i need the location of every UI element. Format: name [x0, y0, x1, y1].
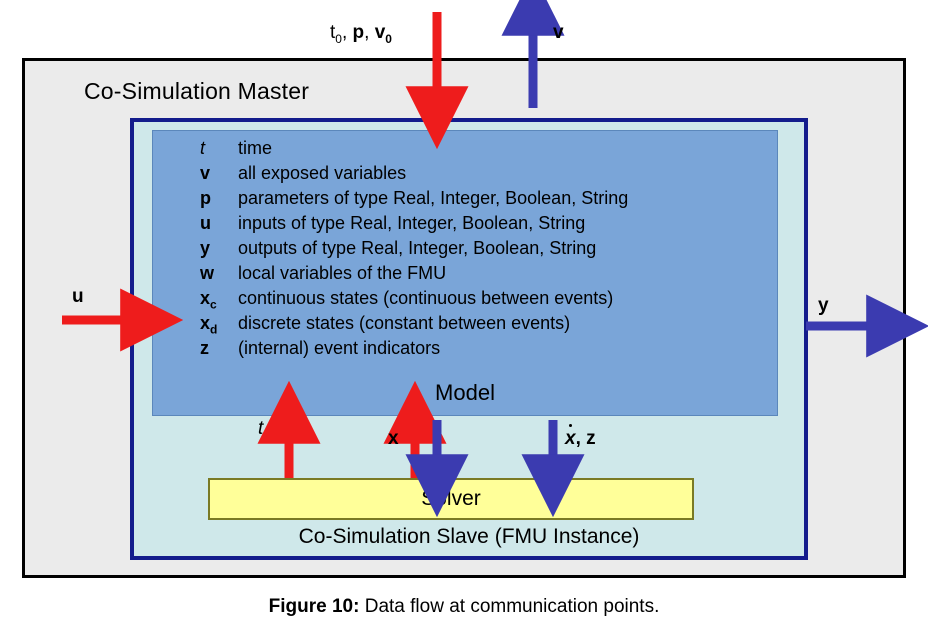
- legend-symbol-z: z: [200, 338, 209, 358]
- solver-title: Solver: [421, 487, 481, 510]
- legend-row: [200, 188, 760, 213]
- co-simulation-master-title: Co-Simulation Master: [84, 78, 310, 104]
- legend-symbol-t: t: [200, 138, 206, 158]
- legend-desc-y: outputs of type Real, Integer, Boolean, String: [238, 238, 597, 258]
- legend-desc-w: local variables of the FMU: [238, 263, 447, 283]
- legend-row: [200, 163, 760, 188]
- legend-row: [200, 338, 760, 363]
- legend-desc-t: time: [238, 138, 273, 158]
- label-output-y: y: [818, 295, 829, 316]
- legend-desc-u: inputs of type Real, Integer, Boolean, String: [238, 213, 586, 233]
- model-title: Model: [435, 380, 495, 405]
- model-variable-legend: [200, 138, 760, 363]
- legend-row: [200, 213, 760, 238]
- legend-desc-xd: discrete states (constant between events): [238, 313, 571, 333]
- legend-row: [200, 238, 760, 263]
- figure-caption-label: Figure 10:: [268, 596, 360, 617]
- label-solver-time: t: [258, 418, 264, 439]
- label-outputs-top: v: [553, 22, 564, 43]
- legend-symbol-xd: $x_d$: [200, 313, 218, 337]
- legend-desc-xc: continuous states (continuous between events): [238, 288, 614, 308]
- label-inputs-top: $t_0$, p, $v_0$: [330, 22, 392, 46]
- legend-desc-p: parameters of type Real, Integer, Boolean, String: [238, 188, 629, 208]
- co-simulation-slave-title: Co-Simulation Slave (FMU Instance): [298, 525, 640, 548]
- figure-caption-text: Data flow at communication points.: [359, 596, 660, 617]
- legend-symbol-w: w: [200, 263, 215, 283]
- figure-caption: [0, 596, 928, 618]
- legend-row: [200, 263, 760, 288]
- legend-row: [200, 138, 760, 163]
- legend-desc-v: all exposed variables: [238, 163, 407, 183]
- legend-symbol-v: v: [200, 163, 211, 183]
- legend-row: [200, 288, 760, 313]
- legend-symbol-p: p: [200, 188, 211, 208]
- legend-symbol-y: y: [200, 238, 211, 258]
- label-solver-state: x: [388, 428, 399, 449]
- legend-row: [200, 313, 760, 338]
- legend-desc-z: (internal) event indicators: [238, 338, 441, 358]
- legend-symbol-u: u: [200, 213, 211, 233]
- legend-symbol-xc: $x_c$: [200, 288, 217, 312]
- label-solver-derivative: x, z: [565, 428, 596, 449]
- label-input-u: u: [72, 286, 84, 307]
